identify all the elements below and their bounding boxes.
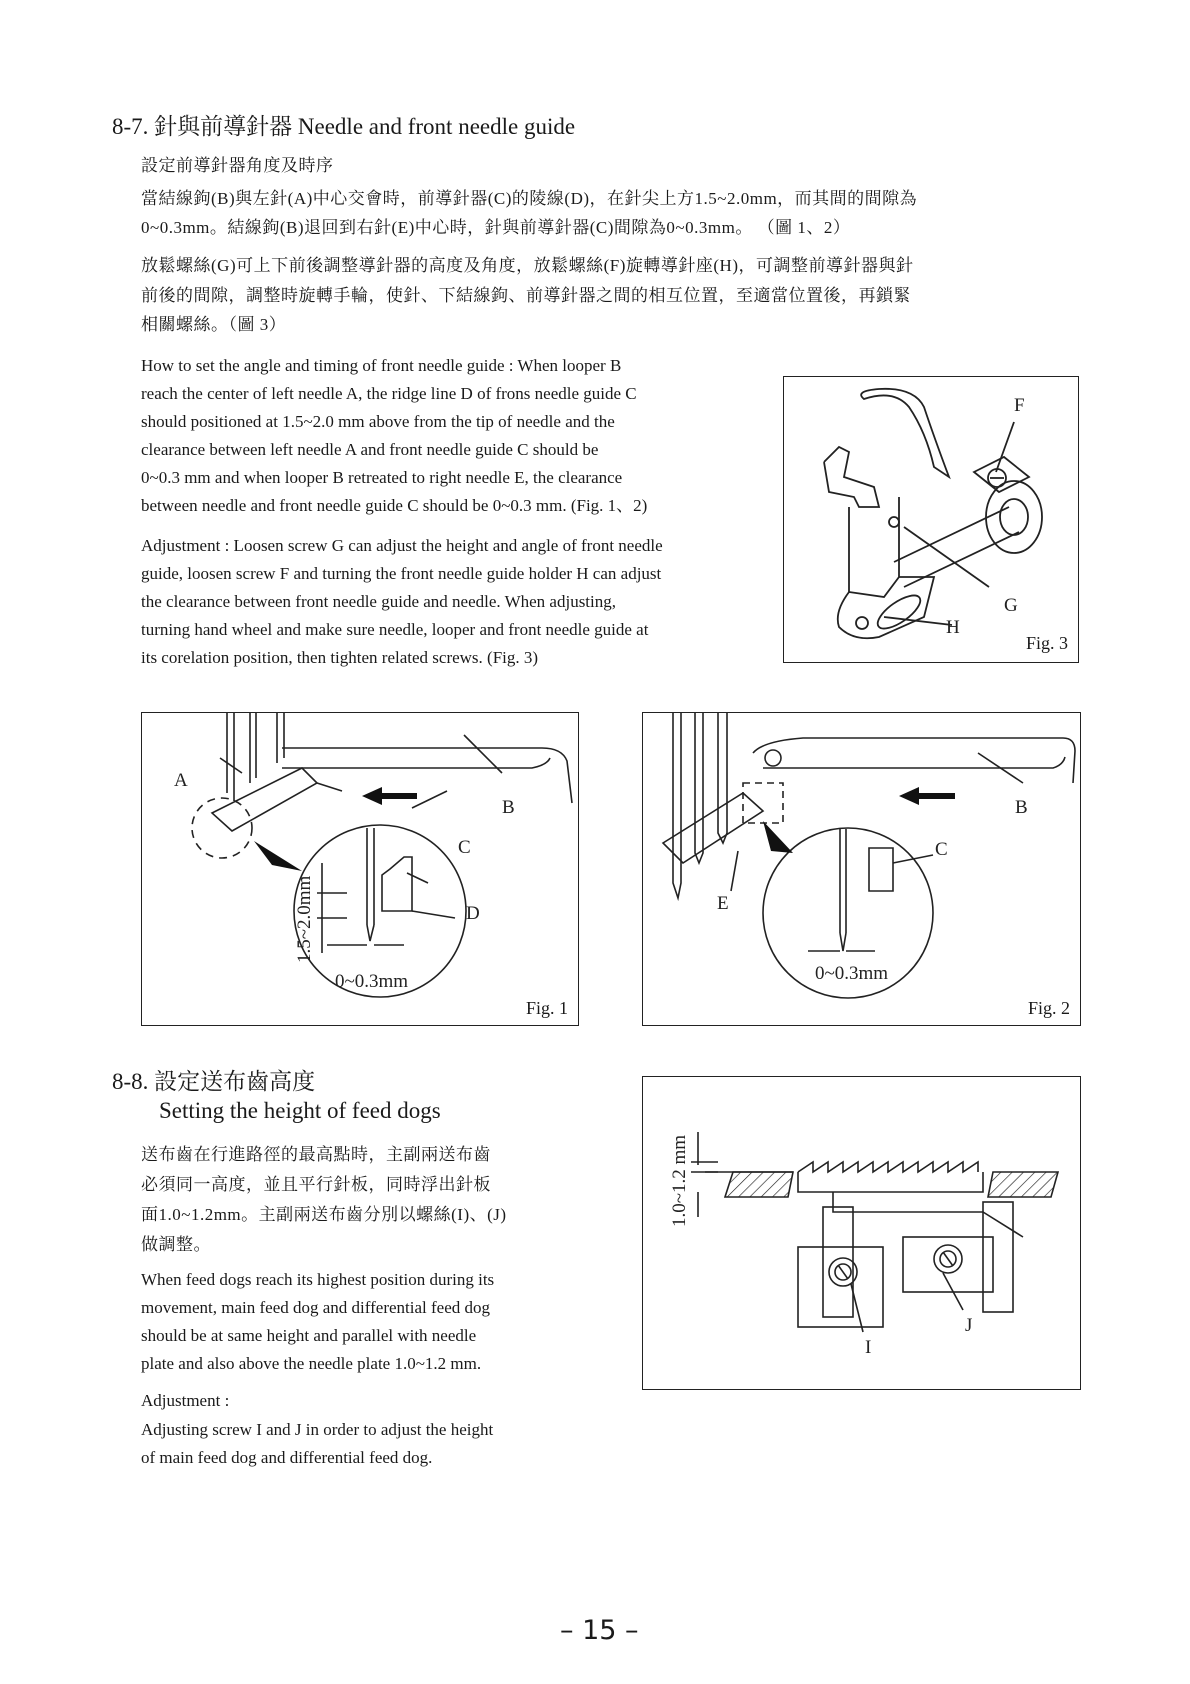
label-D: D (466, 903, 480, 924)
text-line: between needle and front needle guide C should be 0~0.3 mm. (Fig. 1、2) (141, 496, 648, 515)
cn-heading-front-needle-guide: 設定前導針器角度及時序 (141, 156, 334, 175)
en-paragraph-timing (141, 352, 647, 520)
text-line: 0~0.3 mm and when looper B retreated to right needle E, the clearance (141, 468, 623, 487)
dim-vertical: 1.5~2.0mm (294, 875, 315, 963)
cn-paragraph-2-line-3: 相關螺絲。（圖 3） (141, 315, 287, 334)
figure-feed-dogs (642, 1076, 1081, 1390)
dim-feed-height: 1.0~1.2 mm (669, 1134, 690, 1227)
figure-2-caption: Fig. 2 (1027, 998, 1070, 1018)
cn-paragraph-2-line-1: 放鬆螺絲(G)可上下前後調整導針器的高度及角度，放鬆螺絲(F)旋轉導針座(H)，可調整前導針器與針 (141, 256, 914, 275)
text-line: reach the center of left needle A, the ridge line D of frons needle guide C (141, 384, 637, 403)
cn-paragraph-2-line-2: 前後的間隙，調整時旋轉手輪，使針、下結線鉤、前導針器之間的相互位置，至適當位置後，再鎖緊 (141, 286, 911, 305)
dim-gap: 0~0.3mm (335, 971, 409, 992)
label-C: C (935, 839, 948, 860)
text-line: of main feed dog and differential feed dog. (141, 1448, 433, 1467)
section-8-8-subtitle: Setting the height of feed dogs (159, 1098, 441, 1123)
label-B: B (502, 797, 515, 818)
text-line: 送布齒在行進路徑的最高點時，主副兩送布齒 (141, 1145, 491, 1164)
right-needle-looper-illustration (643, 713, 1082, 1027)
text-line: movement, main feed dog and differential feed dog (141, 1298, 491, 1317)
page-number: – 15 – (560, 1615, 639, 1646)
text-line: clearance between left needle A and front needle guide C should be (141, 440, 599, 459)
label-A: A (174, 770, 188, 791)
text-line: its corelation position, then tighten related screws. (Fig. 3) (141, 648, 539, 667)
needle-guide-holder-illustration (784, 377, 1080, 664)
label-E: E (717, 893, 729, 914)
text-line: plate and also above the needle plate 1.0~1.2 mm. (141, 1354, 482, 1373)
figure-3-caption: Fig. 3 (1025, 633, 1068, 653)
figure-1 (141, 712, 579, 1026)
text-line: When feed dogs reach its highest position during its (141, 1270, 495, 1289)
text-line: guide, loosen screw F and turning the front needle guide holder H can adjust (141, 564, 662, 583)
label-B: B (1015, 797, 1028, 818)
adjustment-label: Adjustment : (141, 1391, 230, 1410)
text-line: 做調整。 (141, 1235, 211, 1254)
cn-paragraph-1-line-1: 當結線鉤(B)與左針(A)中心交會時，前導針器(C)的陵線(D)，在針尖上方1.5~2.0mm，而其間的間隙為 (141, 189, 918, 208)
cn-paragraph-feed-dogs (141, 1140, 507, 1260)
label-I: I (865, 1337, 872, 1358)
feed-dog-illustration (643, 1077, 1082, 1391)
text-line: 面1.0~1.2mm。主副兩送布齒分別以螺絲(I)、(J) (141, 1205, 507, 1224)
figure-1-caption: Fig. 1 (525, 998, 568, 1018)
text-line: Adjusting screw I and J in order to adjust the height (141, 1420, 494, 1439)
left-needle-looper-illustration (142, 713, 580, 1027)
section-8-7-title: 8-7. 針與前導針器 Needle and front needle guide (112, 114, 576, 139)
text-line: How to set the angle and timing of front needle guide : When looper B (141, 356, 622, 375)
en-paragraph-feed-dog-adjustment (141, 1416, 493, 1472)
label-J: J (965, 1315, 973, 1336)
text-line: 必須同一高度，並且平行針板，同時浮出針板 (141, 1175, 491, 1194)
figure-2 (642, 712, 1081, 1026)
text-line: should positioned at 1.5~2.0 mm above from the tip of needle and the (141, 412, 615, 431)
en-paragraph-feed-dogs (141, 1266, 494, 1378)
text-line: turning hand wheel and make sure needle, looper and front needle guide at (141, 620, 649, 639)
text-line: the clearance between front needle guide and needle. When adjusting, (141, 592, 617, 611)
section-8-8-title: 8-8. 設定送布齒高度 (112, 1069, 316, 1094)
label-C: C (458, 837, 471, 858)
label-G: G (1004, 595, 1018, 616)
label-F: F (1014, 395, 1025, 416)
figure-3 (783, 376, 1079, 663)
en-paragraph-adjustment (141, 532, 663, 672)
dim-gap: 0~0.3mm (815, 963, 889, 984)
cn-paragraph-1-line-2: 0~0.3mm。結線鉤(B)退回到右針(E)中心時，針與前導針器(C)間隙為0~0.3mm。 （圖 1、2） (141, 218, 851, 237)
label-H: H (946, 617, 960, 638)
text-line: Adjustment : Loosen screw G can adjust the height and angle of front needle (141, 536, 663, 555)
text-line: should be at same height and parallel with needle (141, 1326, 477, 1345)
